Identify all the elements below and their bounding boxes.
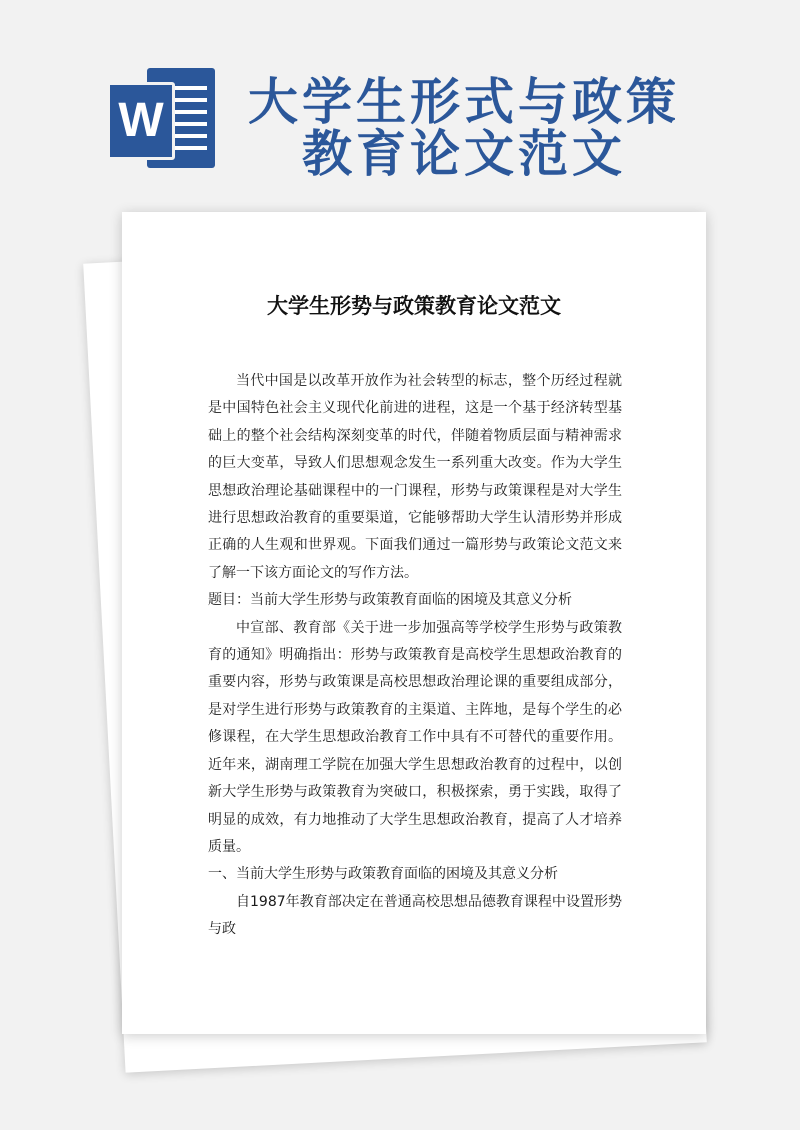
header-banner	[0, 0, 800, 200]
word-icon	[107, 68, 215, 168]
document-body	[208, 368, 622, 944]
section-heading-1: 一、当前大学生形势与政策教育面临的困境及其意义分析	[208, 866, 558, 883]
word-letter-badge: W	[107, 82, 175, 160]
document-title: 大学生形势与政策教育论文范文	[267, 294, 561, 318]
banner-title-line-2: 教育论文范文	[302, 125, 626, 183]
paragraph-topic: 题目：当前大学生形势与政策教育面临的困境及其意义分析	[208, 592, 572, 609]
paragraph-notice: 中宣部、教育部《关于进一步加强高等学校学生形势与政策教育的通知》明确指出：形势与政策教育是高校学生思想政治教育的重要内容，形势与政策课是高校思想政治理论课的重要组成部分，是对学生进行形势与政策教育的主渠道、主阵地，是每个学生的必修课程，在大学生思想政治教育工作中具有不可替代的重要作用。近年来，湖南理工学院在加强大学生思想政治教育的过程中，以创新大学生形势与政策教育为突破口，积极探索，勇于实践，取得了明显的成效，有力地推动了大学生思想政治教育，提高了人才培养质量。	[208, 619, 622, 855]
banner-title-line-1: 大学生形式与政策	[248, 73, 680, 131]
paragraph-intro: 当代中国是以改革开放作为社会转型的标志，整个历经过程就是中国特色社会主义现代化前进的进程，这是一个基于经济转型基础上的整个社会结构深刻变革的时代，伴随着物质层面与精神需求的巨大变革，导致人们思想观念发生一系列重大改变。作为大学生思想政治理论基础课程中的一门课程，形势与政策课程是对大学生进行思想政治教育的重要渠道，它能够帮助大学生认清形势并形成正确的人生观和世界观。下面我们通过一篇形势与政策论文范文来了解一下该方面论文的写作方法。	[208, 373, 622, 581]
document-page	[122, 212, 706, 1034]
paragraph-section-1: 自1987年教育部决定在普通高校思想品德教育课程中设置形势与政	[208, 893, 622, 938]
